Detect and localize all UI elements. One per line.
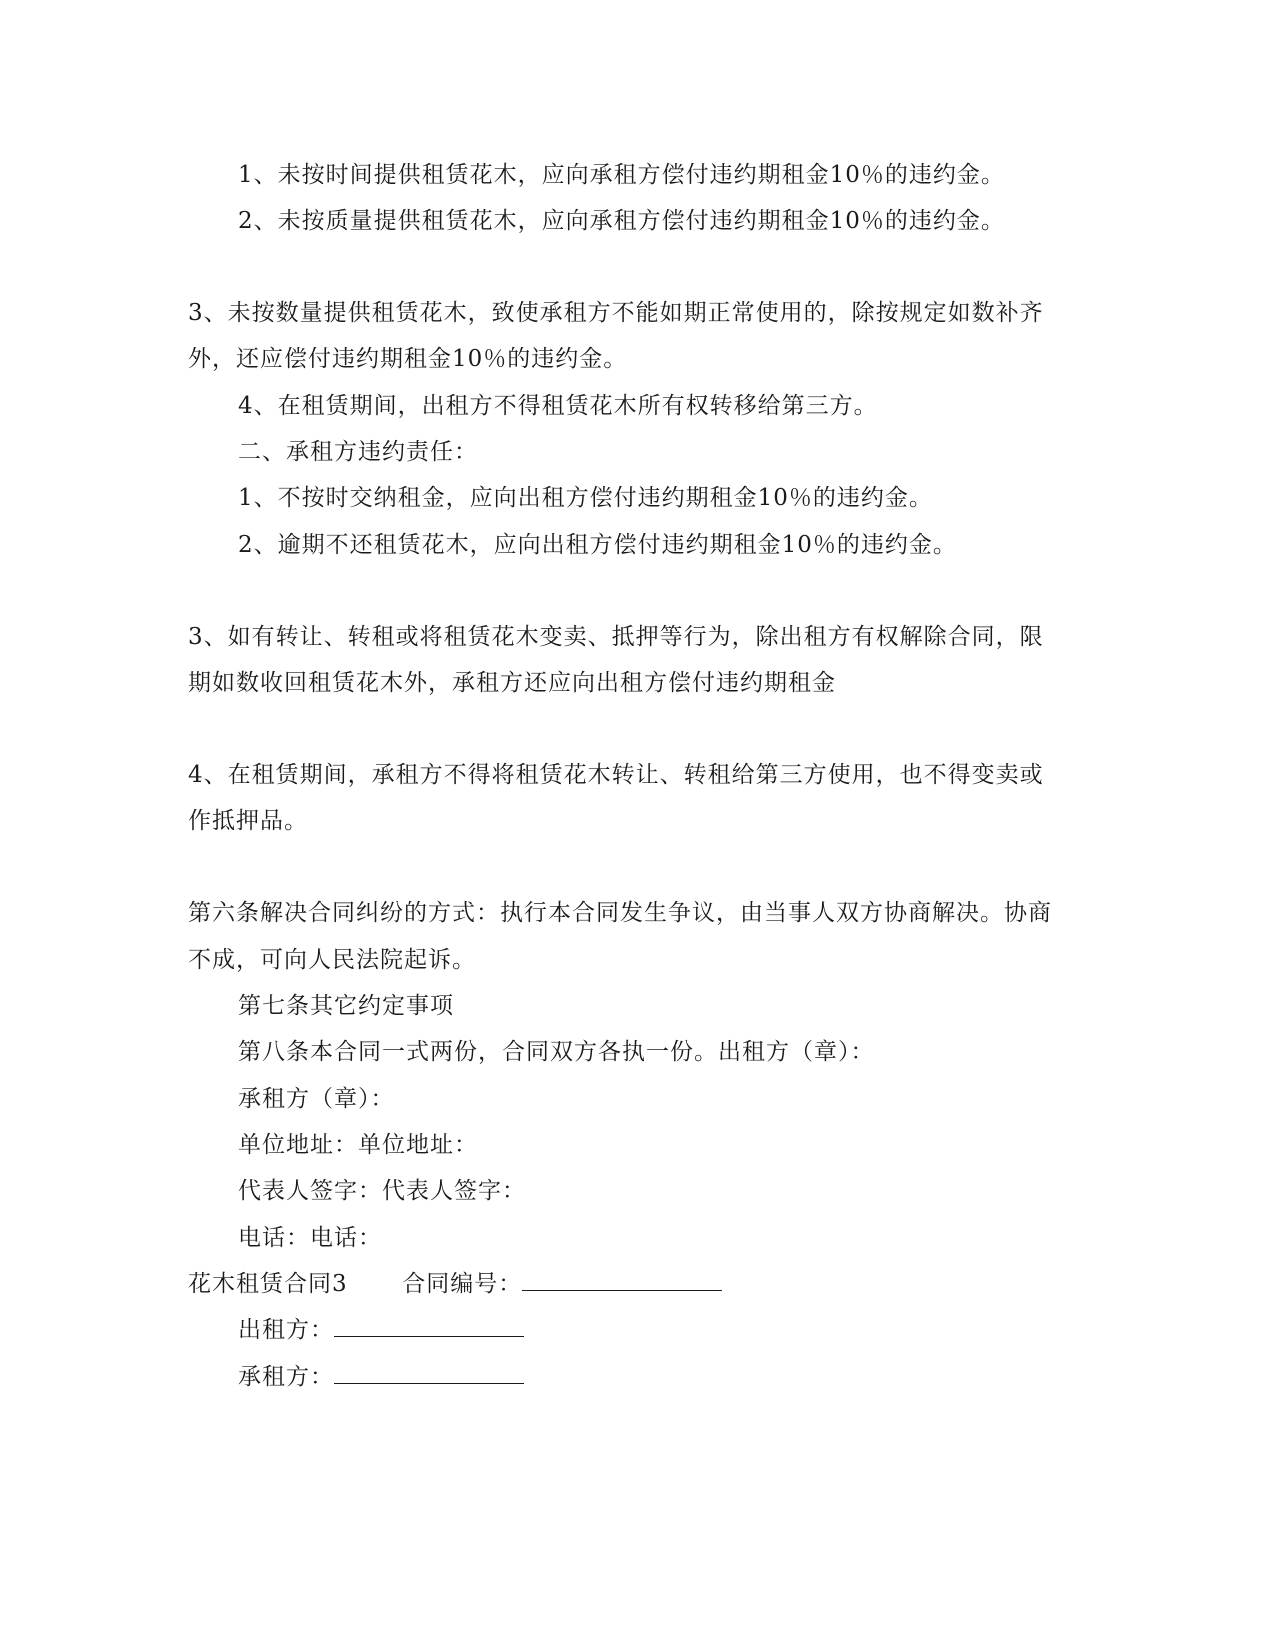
contract-3-title: 花木租赁合同3 — [188, 1271, 348, 1297]
clause-lessee-1: 1、不按时交纳租金，应向出租方偿付违约期租金10％的违约金。 — [238, 485, 933, 511]
clause-lessor-1: 1、未按时间提供租赁花木，应向承租方偿付违约期租金10％的违约金。 — [238, 162, 1005, 188]
clause-lessee-3-line1: 3、如有转让、转租或将租赁花木变卖、抵押等行为，除出租方有权解除合同，限 — [188, 624, 1044, 650]
contract-3-lessor — [238, 1315, 524, 1345]
contract-3-lessee — [238, 1362, 524, 1392]
article-6-line1: 第六条解决合同纠纷的方式：执行本合同发生争议，由当事人双方协商解决。协商 — [188, 900, 1052, 926]
lessee-blank[interactable] — [334, 1363, 524, 1384]
clause-lessee-4-line1: 4、在租赁期间，承租方不得将租赁花木转让、转租给第三方使用，也不得变卖或 — [188, 762, 1044, 788]
section-lessee-liability: 二、承租方违约责任： — [238, 439, 478, 465]
clause-lessee-4-line2: 作抵押品。 — [188, 808, 308, 834]
contract-3-header — [188, 1269, 722, 1299]
clause-lessor-3-line2: 外，还应偿付违约期租金10％的违约金。 — [188, 346, 628, 372]
lessor-blank[interactable] — [334, 1316, 524, 1337]
clause-lessee-2: 2、逾期不还租赁花木，应向出租方偿付违约期租金10％的违约金。 — [238, 532, 957, 558]
contract-number-label: 合同编号： — [402, 1271, 523, 1297]
clause-lessor-3-line1: 3、未按数量提供租赁花木，致使承租方不能如期正常使用的，除按规定如数补齐 — [188, 300, 1044, 326]
clause-lessor-2: 2、未按质量提供租赁花木，应向承租方偿付违约期租金10％的违约金。 — [238, 208, 1005, 234]
phone-labels: 电话：电话： — [238, 1225, 382, 1251]
lessee-label: 承租方： — [238, 1364, 334, 1390]
address-labels: 单位地址：单位地址： — [238, 1132, 478, 1158]
lessor-label: 出租方： — [238, 1317, 334, 1343]
article-6-line2: 不成，可向人民法院起诉。 — [188, 947, 476, 973]
clause-lessee-3-line2: 期如数收回租赁花木外，承租方还应向出租方偿付违约期租金 — [188, 670, 836, 696]
article-7: 第七条其它约定事项 — [238, 993, 454, 1019]
article-8: 第八条本合同一式两份，合同双方各执一份。出租方（章）： — [238, 1039, 875, 1065]
signature-labels: 代表人签字：代表人签字： — [238, 1178, 526, 1204]
contract-number-blank[interactable] — [522, 1270, 722, 1291]
clause-lessor-4: 4、在租赁期间，出租方不得租赁花木所有权转移给第三方。 — [238, 393, 878, 419]
lessee-seal-label: 承租方（章）： — [238, 1086, 395, 1112]
